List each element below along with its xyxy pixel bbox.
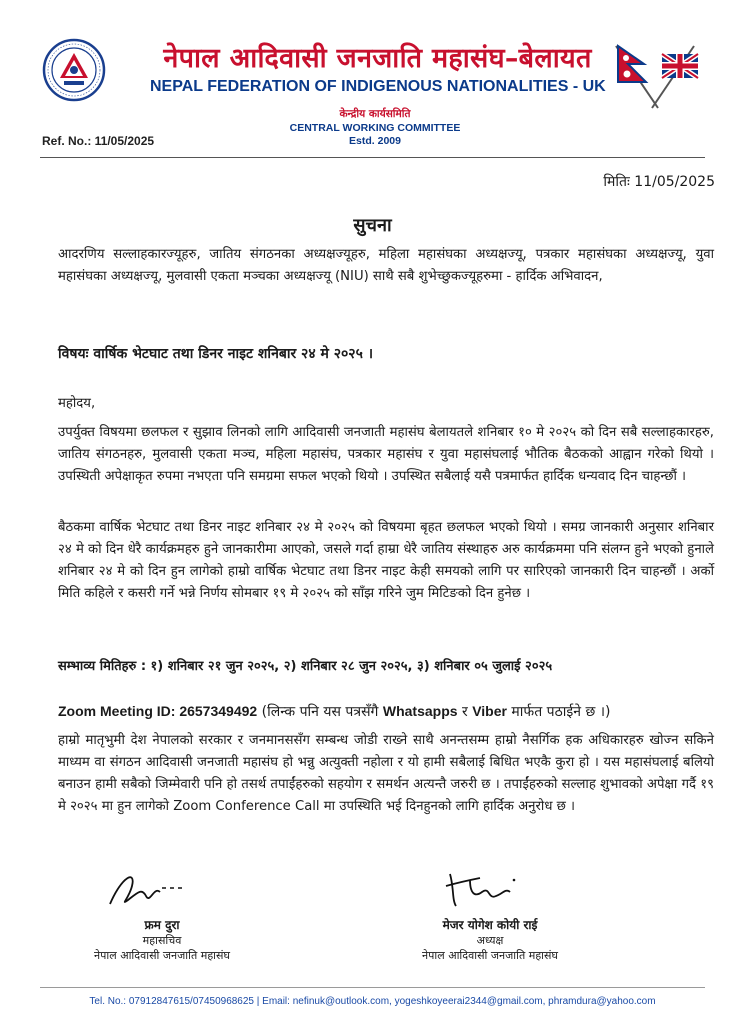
paragraph-meeting-summary: उपर्युक्त विषयमा छलफल र सुझाव लिनको लागि आदिवासी जनजाती महासंघ बेलायतले शनिबार १० मे २०२५ को दिन सबै सल्लाहकारहरु, जातिय संगठनहरु, मुलवासी एकता मञ्च, महिला महासंघ, पत्रकार महासंघ र युवा महासंघलाई भौतिक बैठकको आह्वान गरेको थियो । उपस्थिती अपेक्षाकृत रुपमा नभएता पनि समग्रमा सफल भएको थियो । उपस्थित सबैलाई यसै पत्रमार्फत हार्दिक धन्यवाद दिन चाहन्छौं । (58, 425, 714, 484)
paragraph-postponement: बैठकमा वार्षिक भेटघाट तथा डिनर नाइट शनिबार २४ मे २०२५ को विषयमा बृहत छलफल भएको थियो । समग्र जानकारी अनुसार शनिबार २४ मे को दिन धेरै कार्यक्रमहरु हुने जानकारीमा आएको, जसले गर्दा हाम्रा धेरै जातिय संस्थाहरु अरु कार्यक्रममा पनि संलग्न हुने भएको हुनाले शनिबार २४ मे को दिन हुन लागेको हाम्रो वार्षिक भेटघाट तथा डिनर नाइट केही समयको लागि पर सारिएको जानकारी दिन चाहन्छौं । अर्को मिति कहिले र कसरी गर्ने भन्ने निर्णय सोमबार १९ मे २०२५ को साँझ गरिने जुम मिटिङको दिन हुनेछ । (58, 520, 714, 601)
reference-number: Ref. No.: 11/05/2025 (42, 134, 155, 148)
zoom-note-app-whatsapp: Whatsapps (382, 703, 458, 719)
handwritten-signature-secretary (102, 866, 192, 912)
paragraph-appeal: हाम्रो मातृभुमी देश नेपालको सरकार र जनमानससँग सम्बन्ध जोडी राख्ने साथै अनन्तसम्म हाम्रो नैसर्गिक हक अधिकारहरु खोज्न सकिने माध्यम वा संगठन आदिवासी जनजाती महासंघ हो भन्नु अत्युक्ती नहोला र यो हामी सबैलाई बिधित भएकै कुरा हो । यस महासंघलाई बलियो बनाउन हामी सबैको जिम्मेवारी पनि हो तसर्थ तपाईंहरुको सहयोग र समर्थन अत्यन्तै जरुरी छ । तपाईंहरुको सल्लाह शुभावको अपेक्षा गर्दै १९ मे २०२५ मा हुन लागेको Zoom Conference Call मा उपस्थिति भई दिनहुनको लागि हार्दिक अनुरोध छ । (58, 733, 714, 814)
zoom-meeting-id: Zoom Meeting ID: 2657349492 (58, 703, 258, 719)
notice-title: सुचना (353, 215, 392, 236)
zoom-meeting-line (58, 702, 610, 721)
footer-divider (40, 987, 705, 988)
established-year: Estd. 2009 (349, 135, 401, 147)
handwritten-signature-president (440, 866, 530, 912)
secretary-name: फ्रम दुरा (144, 918, 180, 932)
committee-title-english: CENTRAL WORKING COMMITTEE (289, 122, 461, 134)
signature-block-president (390, 866, 590, 963)
zoom-note-app-viber: Viber (472, 703, 507, 719)
nepal-uk-crossed-flags-icon (606, 40, 704, 110)
salutation-paragraph: आदरणिय सल्लाहकारज्यूहरु, जातिय संगठनका अध्यक्षज्यूहरु, महिला महासंघका अध्यक्षज्यू, पत्रकार महासंघका अध्यक्षज्यू, युवा महासंघका अध्यक्षज्यू, मुलवासी एकता मञ्चका अध्यक्षज्यू (NIU) साथै सबै शुभेच्छुकज्यूहरुमा - हार्दिक अभिवादन, (58, 247, 714, 284)
signature-block-secretary (62, 866, 262, 963)
org-title-english: NEPAL FEDERATION OF INDIGENOUS NATIONALITIES - UK (150, 78, 606, 95)
greeting: महोदय, (58, 396, 96, 411)
org-title-nepali: नेपाल आदिवासी जनजाति महासंघ–बेलायत (163, 43, 592, 74)
president-name: मेजर योगेश कोयी राई (442, 918, 538, 932)
letter-date: मितिः 11/05/2025 (603, 174, 715, 190)
zoom-note-post: मार्फत पठाईने छ ।) (506, 704, 611, 720)
header-divider (40, 157, 705, 158)
president-role: अध्यक्ष (476, 934, 504, 947)
zoom-note-mid: र (457, 704, 473, 720)
footer-contact: Tel. No.: 07912847615/07450968625 | Email: nefinuk@outlook.com, yogeshkoyeerai2344@gmail.com, phramdura@yahoo.com (89, 996, 656, 1007)
letter-subject: विषयः वार्षिक भेटघाट तथा डिनर नाइट शनिबार २४ मे २०२५ । (58, 346, 374, 362)
zoom-note-pre: (लिन्क पनि यस पत्रसँगै (257, 704, 383, 720)
secretary-role: महासचिव (142, 934, 182, 947)
president-org: नेपाल आदिवासी जनजाति महासंघ (422, 949, 558, 962)
committee-title-nepali: केन्द्रीय कार्यसमिति (339, 108, 411, 120)
possible-dates: सम्भाव्य मितिहरु : १) शनिबार २१ जुन २०२५, २) शनिबार २८ जुन २०२५, ३) शनिबार ०५ जुलाई २०२५ (58, 659, 553, 674)
federation-seal-icon (42, 38, 106, 102)
secretary-org: नेपाल आदिवासी जनजाति महासंघ (94, 949, 230, 962)
